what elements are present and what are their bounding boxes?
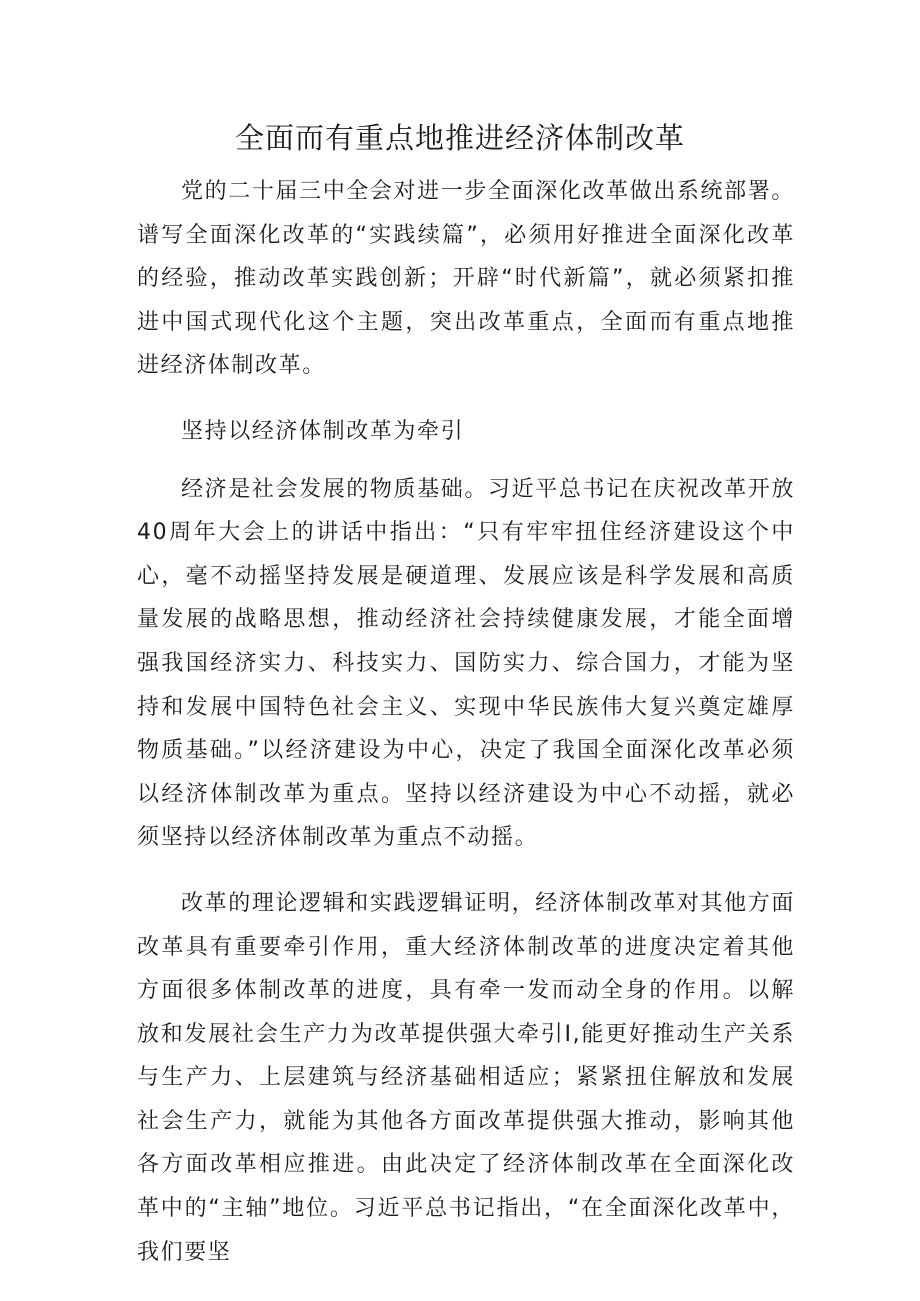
paragraph-reform-logic: 改革的理论逻辑和实践逻辑证明，经济体制改革对其他方面改革具有重要牵引作用，重大经济体制改革的进度决定着其他方面很多体制改革的进度，具有牵一发而动全身的作用。以解放和发展社会生产力为改革提供强大牵引I,能更好推动生产关系与生产力、上层建筑与经济基础相适应；紧紧扭住解放和发展社会生产力，就能为其他各方面改革提供强大推动，影响其他各方面改革相应推进。由此决定了经济体制改革在全面深化改革中的“主轴”地位。习近平总书记指出，“在全面深化改革中，我们要坚 [137,890,795,1265]
paragraph-economy-foundation: 经济是社会发展的物质基础。习近平总书记在庆祝改革开放40周年大会上的讲话中指出：“只有牢牢扭住经济建设这个中心，毫不动摇坚持发展是硬道理、发展应该是科学发展和高质量发展的战略思想，推动经济社会持续健康发展，才能全面增强我国经济实力、科技实力、国防实力、综合国力，才能为坚持和发展中国特色社会主义、实现中华民族伟大复兴奠定雄厚物质基础。”以经济建设为中心，决定了我国全面深化改革必须以经济体制改革为重点。坚持以经济建设为中心不动摇，就必须坚持以经济体制改革为重点不动摇。 [137,476,795,851]
document-title: 全面而有重点地推进经济体制改革 [234,121,685,155]
document-body [137,170,795,1274]
paragraph-intro: 党的二十届三中全会对进一步全面深化改革做出系统部署。谱写全面深化改革的“实践续篇”，必须用好推进全面深化改革的经验，推动改革实践创新；开辟“时代新篇”，就必须紧扣推进中国式现代化这个主题，突出改革重点，全面而有重点地推进经济体制改革。 [137,179,795,379]
section-heading: 坚持以经济体制改革为牵引 [181,418,465,444]
